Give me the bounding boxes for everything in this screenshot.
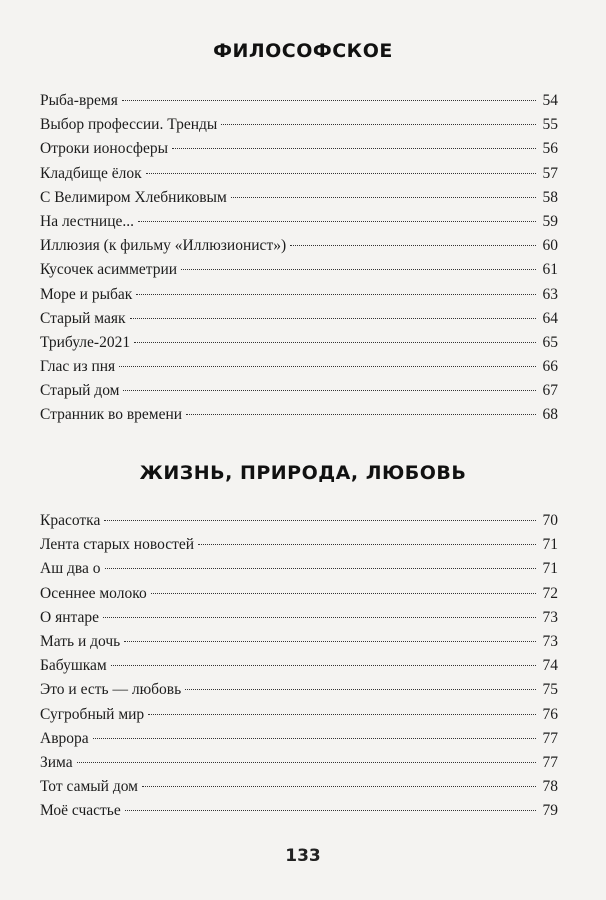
toc-list-life-nature-love	[40, 509, 558, 823]
toc-entry-title: Моё счастье	[40, 802, 121, 820]
toc-entry-title: Иллюзия (к фильму «Иллюзионист»)	[40, 237, 287, 255]
dot-leader	[103, 617, 536, 618]
toc-entry-page-number: 66	[542, 358, 558, 376]
toc-entry-title: Это и есть — любовь	[40, 681, 182, 699]
dot-leader	[142, 786, 536, 787]
toc-entry-title: Странник во времени	[40, 406, 183, 424]
dot-leader	[93, 738, 536, 739]
dot-leader	[146, 173, 536, 174]
toc-entry-title: О янтаре	[40, 608, 99, 626]
toc-entry	[40, 210, 558, 234]
toc-entry-page-number: 58	[542, 188, 558, 206]
toc-entry-title: Лента старых новостей	[40, 536, 195, 554]
toc-entry-page-number: 77	[542, 753, 558, 771]
dot-leader	[148, 714, 536, 715]
toc-entry-title: Глас из пня	[40, 358, 116, 376]
toc-entry-page-number: 63	[542, 285, 558, 303]
toc-entry	[40, 751, 558, 775]
dot-leader	[221, 124, 536, 125]
dot-leader	[181, 269, 536, 270]
toc-entry-page-number: 73	[542, 608, 558, 626]
toc-entry-page-number: 74	[542, 657, 558, 675]
toc-entry	[40, 113, 558, 137]
toc-entry-title: Старый дом	[40, 382, 120, 400]
toc-entry-page-number: 78	[542, 778, 558, 796]
toc-entry	[40, 283, 558, 307]
toc-entry-title: Выбор профессии. Тренды	[40, 116, 218, 134]
dot-leader	[198, 544, 536, 545]
toc-entry	[40, 678, 558, 702]
toc-entry	[40, 654, 558, 678]
toc-entry-page-number: 68	[542, 406, 558, 424]
toc-entry-page-number: 59	[542, 212, 558, 230]
dot-leader	[104, 520, 536, 521]
toc-entry-page-number: 60	[542, 237, 558, 255]
toc-entry-title: Красотка	[40, 512, 101, 529]
toc-entry	[40, 582, 558, 606]
dot-leader	[77, 762, 536, 763]
toc-entry-title: Сугробный мир	[40, 705, 145, 723]
toc-entry	[40, 403, 558, 427]
toc-entry-page-number: 79	[542, 802, 558, 820]
toc-entry-title: Рыба-время	[40, 92, 118, 109]
toc-entry-page-number: 55	[542, 116, 558, 134]
toc-entry-title: Кусочек асимметрии	[40, 261, 178, 279]
dot-leader	[134, 342, 536, 343]
toc-entry	[40, 775, 558, 799]
toc-entry	[40, 703, 558, 727]
toc-entry-page-number: 75	[542, 681, 558, 699]
toc-entry	[40, 307, 558, 331]
toc-entry-title: Мать и дочь	[40, 632, 121, 650]
toc-entry-page-number: 71	[542, 536, 558, 554]
dot-leader	[105, 568, 536, 569]
section-heading-philosophical: ФИЛОСОФСКОЕ	[213, 40, 393, 62]
toc-entry-page-number: 54	[542, 92, 558, 109]
toc-entry-title: Старый маяк	[40, 309, 126, 327]
dot-leader	[138, 221, 536, 222]
dot-leader	[123, 390, 536, 391]
toc-entry-title: Осеннее молоко	[40, 584, 147, 602]
toc-entry	[40, 727, 558, 751]
toc-entry	[40, 186, 558, 210]
toc-entry-page-number: 76	[542, 705, 558, 723]
dot-leader	[130, 318, 536, 319]
toc-entry-page-number: 65	[542, 333, 558, 351]
dot-leader	[136, 294, 536, 295]
dot-leader	[186, 414, 536, 415]
toc-entry-page-number: 56	[542, 140, 558, 158]
toc-entry-title: Кладбище ёлок	[40, 164, 142, 182]
toc-entry	[40, 557, 558, 581]
toc-entry-page-number: 61	[542, 261, 558, 279]
dot-leader	[119, 366, 536, 367]
page-number: 133	[285, 846, 321, 866]
toc-entry-title: Трибуле-2021	[40, 333, 131, 351]
toc-entry-page-number: 64	[542, 309, 558, 327]
toc-entry	[40, 630, 558, 654]
toc-entry-page-number: 72	[542, 584, 558, 602]
toc-entry-page-number: 67	[542, 382, 558, 400]
section-heading-life-nature-love: ЖИЗНЬ, ПРИРОДА, ЛЮБОВЬ	[139, 462, 467, 484]
toc-entry-page-number: 57	[542, 164, 558, 182]
toc-entry	[40, 162, 558, 186]
toc-entry	[40, 355, 558, 379]
toc-entry-page-number: 71	[542, 560, 558, 578]
toc-entry	[40, 137, 558, 161]
toc-entry-page-number: 70	[542, 512, 558, 529]
toc-entry	[40, 509, 558, 533]
dot-leader	[290, 245, 536, 246]
dot-leader	[172, 148, 536, 149]
toc-entry	[40, 533, 558, 557]
toc-entry-title: Отроки ионосферы	[40, 140, 168, 158]
toc-entry	[40, 606, 558, 630]
toc-entry-title: Тот самый дом	[40, 778, 138, 796]
toc-entry-title: Зима	[40, 753, 73, 771]
dot-leader	[122, 100, 536, 101]
dot-leader	[125, 810, 536, 811]
toc-entry	[40, 379, 558, 403]
toc-entry-page-number: 77	[542, 729, 558, 747]
toc-entry-title: Бабушкам	[40, 657, 107, 675]
toc-entry-title: На лестнице...	[40, 212, 134, 230]
toc-entry-title: Аврора	[40, 729, 89, 747]
toc-entry-title: Море и рыбак	[40, 285, 133, 303]
toc-entry-title: С Велимиром Хлебниковым	[40, 188, 227, 206]
toc-entry	[40, 258, 558, 282]
dot-leader	[185, 689, 536, 690]
dot-leader	[231, 197, 536, 198]
toc-list-philosophical	[40, 89, 558, 428]
dot-leader	[151, 593, 536, 594]
dot-leader	[124, 641, 536, 642]
toc-entry	[40, 234, 558, 258]
toc-entry	[40, 89, 558, 113]
toc-entry-page-number: 73	[542, 632, 558, 650]
toc-entry-title: Аш два о	[40, 560, 101, 578]
dot-leader	[111, 665, 536, 666]
toc-entry	[40, 331, 558, 355]
toc-entry	[40, 799, 558, 823]
